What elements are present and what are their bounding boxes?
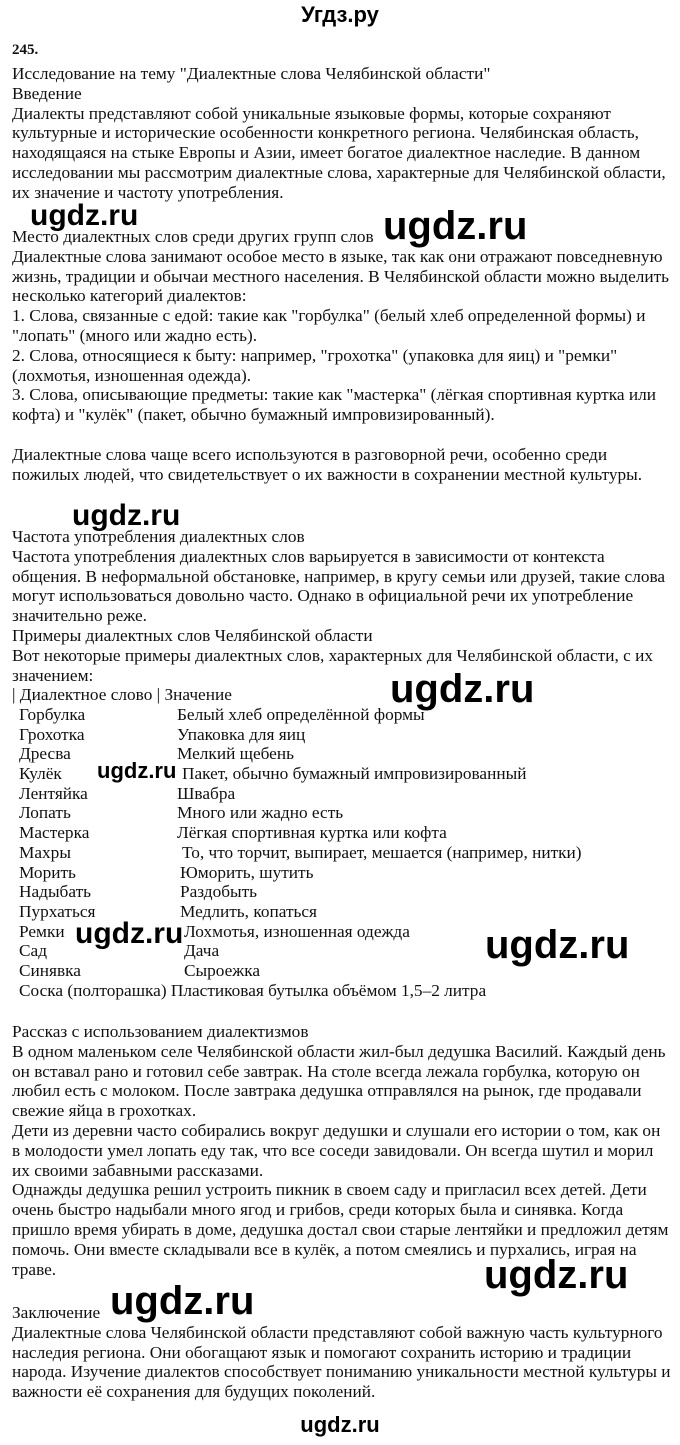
place-heading: Место диалектных слов среди других групп слов	[12, 227, 374, 246]
dialect-word: Сад	[19, 941, 47, 961]
place-paragraph: Диалектные слова занимают особое место в языке, так как они отражают повседневную жизнь, традиции и обычаи местного населения. В Челябинской области можно выделить несколько категорий диалектов:	[12, 246, 670, 306]
intro-paragraph: Диалекты представляют собой уникальные языковые формы, которые сохраняют культурные и исторические особенности конкретного региона. Челябинская область, находящаяся на стыке Европы и Азии, имеет богатое диалектное наследие. В данном исследовании мы рассмотрим диалектные слова, характерные для Челябинской области, их значение и частоту употребления.	[12, 103, 666, 202]
dialect-word: Пурхаться	[19, 901, 96, 921]
word-meaning: Сыроежка	[184, 960, 261, 980]
examples-heading: Примеры диалектных слов Челябинской области	[12, 625, 373, 645]
story-paragraph: В одном маленьком селе Челябинской области жил-был дедушка Василий. Каждый день он вставал рано и готовил себе завтрак. На столе всегда лежала горбулка, которую он любил есть с молоком. После завтрака дедушка отправлялся на рынок, где продавали свежие яйца в грохотках.	[12, 1041, 666, 1121]
category-item-food: 1. Слова, связанные с едой: такие как "горбулка" (белый хлеб определенной формы) и "лопать" (много или жадно есть).	[12, 306, 646, 345]
usage-paragraph: Диалектные слова чаще всего используются в разговорной речи, особенно среди пожилых людей, что свидетельствует о их важности в сохранении местной культуры.	[12, 445, 643, 484]
table-row	[12, 823, 672, 843]
watermark: ugdz.ru	[485, 923, 630, 967]
category-item-objects: 3. Слова, описывающие предметы: такие как "мастерка" (лёгкая спортивная куртка или кофта) и "кулёк" (пакет, обычно бумажный импровизированный).	[12, 385, 656, 425]
watermark: ugdz.ru	[30, 199, 139, 232]
story-paragraph: Дети из деревни часто собирались вокруг дедушки и слушали его истории о том, как он в молодости умел лопать еду так, что все соседи завидовали. Он всегда шутил и морил их своими забавными рассказами.	[12, 1120, 661, 1180]
word-meaning: Мелкий щебень	[177, 744, 294, 764]
dialect-word: Горбулка	[19, 705, 86, 724]
word-meaning: Медлить, копаться	[180, 901, 318, 921]
watermark: ugdz.ru	[383, 204, 528, 248]
table-row	[12, 863, 672, 883]
word-meaning: Пакет, обычно бумажный импровизированный	[182, 764, 527, 784]
story-paragraph: Однажды дедушка решил устроить пикник в своем саду и пригласил всех детей. Дети очень быстро надыбали много ягод и грибов, среди которых была и синявка. Когда пришло время убирать в доме, дедушка достал свои старые лентяйки и предложил детям помочь. Они вместе складывали все в кулёк, а потом смеялись и пурхались, играя на траве.	[12, 1180, 669, 1279]
site-header: Угдз.ру	[301, 2, 379, 27]
word-meaning: Раздобыть	[180, 882, 258, 902]
frequency-paragraph: Частота употребления диалектных слов варьируется в зависимости от контекста общения. В неформальной обстановке, например, в кругу семьи или друзей, такие слова могут использоваться довольно часто. Однако в официальной речи их употребление значительно реже.	[12, 546, 666, 626]
dialect-word: Лопать	[19, 803, 71, 823]
table-row	[12, 784, 672, 804]
watermark: ugdz.ru	[484, 1253, 629, 1297]
word-meaning: То, что торчит, выпирает, мешается (например, нитки)	[182, 842, 582, 862]
word-meaning: Дача	[184, 941, 220, 961]
task-number: 245.	[12, 42, 39, 58]
site-footer: ugdz.ru	[300, 1412, 380, 1437]
conclusion-heading: Заключение	[12, 1303, 101, 1322]
table-header: | Диалектное слово | Значение	[12, 685, 232, 704]
table-last-row: Соска (полторашка) Пластиковая бутылка объёмом 1,5–2 литра	[19, 980, 487, 1000]
dialect-word: Морить	[19, 862, 76, 882]
word-meaning: Много или жадно есть	[177, 803, 344, 823]
table-row	[12, 882, 672, 902]
table-row	[12, 803, 672, 823]
word-meaning: Упаковка для яиц	[177, 724, 306, 744]
story-section	[12, 1022, 672, 1279]
story-heading: Рассказ с использованием диалектизмов	[12, 1022, 309, 1041]
watermark: ugdz.ru	[390, 667, 535, 711]
conclusion-paragraph: Диалектные слова Челябинской области представляют собой важную часть культурного наследия региона. Они обогащают язык и помогают сохранить историю и традиции народа. Изучение диалектов способствует пониманию уникальности местной культуры и важности её сохранения для будущих поколений.	[12, 1322, 671, 1402]
dialect-word: Махры	[19, 842, 71, 862]
intro-section	[12, 64, 672, 203]
usage-section	[12, 445, 672, 485]
dialect-word: Мастерка	[19, 823, 90, 843]
study-title: Исследование на тему "Диалектные слова Челябинской области"	[12, 64, 491, 83]
frequency-heading: Частота употребления диалектных слов	[12, 527, 305, 546]
table-row	[12, 705, 672, 725]
examples-intro: Вот некоторые примеры диалектных слов, характерных для Челябинской области, с их значением:	[12, 645, 653, 685]
dialect-word: Кулёк	[19, 764, 62, 784]
category-item-household: 2. Слова, относящиеся к быту: например, "грохотка" (упаковка для яиц) и "ремки" (лохмотья, изношенная одежда).	[12, 345, 618, 385]
table-row	[12, 981, 672, 1001]
table-row	[12, 725, 672, 745]
place-section	[12, 227, 672, 425]
word-meaning: Швабра	[177, 783, 236, 803]
dialect-word: Дресва	[19, 744, 71, 764]
dialect-word: Грохотка	[19, 724, 85, 744]
dialect-word: Лентяйка	[19, 783, 88, 803]
word-meaning: Лёгкая спортивная куртка или кофта	[177, 823, 447, 843]
watermark: ugdz.ru	[72, 499, 181, 532]
word-meaning: Юморить, шутить	[180, 862, 314, 882]
word-meaning: Лохмотья, изношенная одежда	[184, 921, 410, 941]
intro-heading: Введение	[12, 83, 82, 103]
frequency-section	[12, 527, 672, 685]
watermark: ugdz.ru	[75, 917, 184, 950]
watermark: ugdz.ru	[97, 758, 177, 783]
table-row	[12, 843, 672, 863]
watermark: ugdz.ru	[110, 1279, 255, 1323]
dialect-word: Ремки	[19, 921, 65, 941]
word-meaning: Белый хлеб определённой формы	[177, 705, 425, 724]
dialect-word: Синявка	[19, 960, 81, 980]
dialect-word: Надыбать	[19, 882, 92, 902]
